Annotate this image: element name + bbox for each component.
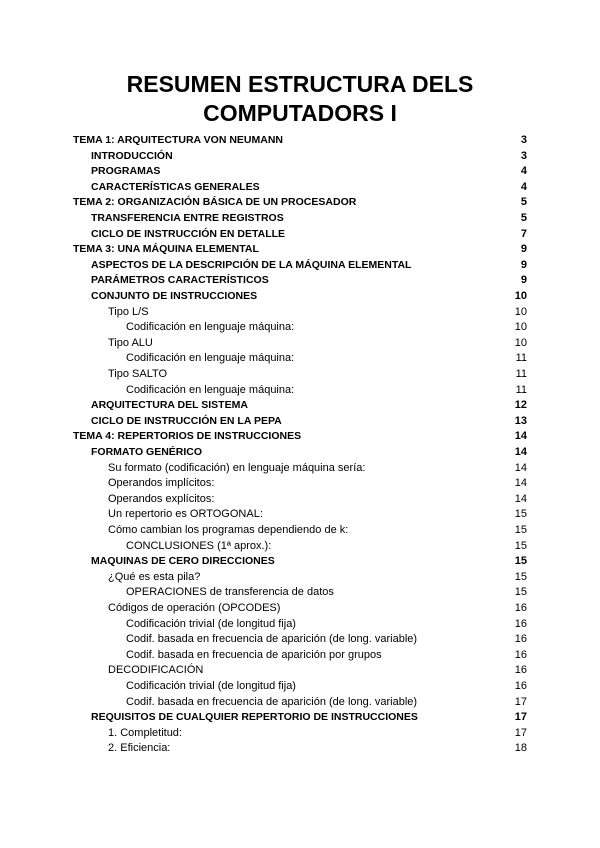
toc-entry-page-number: 9 bbox=[520, 243, 527, 256]
toc-entry-page-number: 14 bbox=[514, 430, 527, 443]
toc-entry-title: MAQUINAS DE CERO DIRECCIONES bbox=[91, 555, 275, 568]
toc-entry-title: Códigos de operación (OPCODES) bbox=[108, 602, 281, 614]
toc-entry[interactable] bbox=[0, 133, 600, 149]
toc-entry-page-number: 16 bbox=[514, 633, 527, 646]
toc-entry-title: FORMATO GENÉRICO bbox=[91, 446, 203, 458]
toc-entry-title: Codif. basada en frecuencia de aparición (de long. variable) bbox=[126, 633, 418, 646]
toc-entry-title: Codificación en lenguaje máquina: bbox=[126, 383, 295, 396]
toc-entry[interactable] bbox=[0, 585, 600, 601]
toc-entry-title: PARÁMETROS CARACTERÍSTICOS bbox=[91, 274, 269, 287]
toc-entry-title: ¿Qué es esta pila? bbox=[108, 570, 201, 583]
toc-entry-title: CICLO DE INSTRUCCIÓN EN LA PEPA bbox=[91, 414, 282, 427]
toc-entry[interactable] bbox=[0, 476, 600, 492]
toc-entry-title: CARACTERÍSTICAS GENERALES bbox=[91, 180, 260, 193]
toc-entry[interactable] bbox=[0, 710, 600, 726]
toc-entry-title: TEMA 3: UNA MÁQUINA ELEMENTAL bbox=[73, 243, 259, 256]
toc-entry-title: TEMA 4: REPERTORIOS DE INSTRUCCIONES bbox=[73, 430, 302, 443]
toc-entry[interactable] bbox=[0, 679, 600, 695]
toc-entry[interactable] bbox=[0, 429, 600, 445]
toc-entry-title: TRANSFERENCIA ENTRE REGISTROS bbox=[91, 212, 284, 224]
toc-entry[interactable] bbox=[0, 570, 600, 586]
toc-entry[interactable] bbox=[0, 539, 600, 555]
toc-entry-title: Tipo ALU bbox=[108, 336, 153, 349]
toc-entry-title: CONCLUSIONES (1ª aprox.): bbox=[126, 539, 272, 552]
toc-entry-page-number: 14 bbox=[514, 492, 527, 505]
toc-entry-page-number: 16 bbox=[514, 664, 527, 677]
toc-entry-page-number: 14 bbox=[514, 461, 527, 474]
toc-entry[interactable] bbox=[0, 211, 600, 227]
toc-entry[interactable] bbox=[0, 632, 600, 648]
toc-entry[interactable] bbox=[0, 367, 600, 383]
toc-entry[interactable] bbox=[0, 492, 600, 508]
toc-entry-title: Un repertorio es ORTOGONAL: bbox=[108, 508, 263, 521]
toc-entry-page-number: 3 bbox=[520, 149, 527, 162]
toc-entry-page-number: 17 bbox=[514, 711, 527, 724]
toc-entry[interactable] bbox=[0, 414, 600, 430]
toc-entry-page-number: 5 bbox=[520, 212, 527, 224]
toc-entry[interactable] bbox=[0, 523, 600, 539]
toc-entry-page-number: 15 bbox=[514, 508, 527, 521]
toc-entry[interactable] bbox=[0, 617, 600, 633]
toc-entry-page-number: 5 bbox=[520, 196, 527, 209]
toc-entry-title: Codificación trivial (de longitud fija) bbox=[126, 617, 296, 630]
toc-entry[interactable] bbox=[0, 227, 600, 243]
toc-entry-page-number: 12 bbox=[514, 399, 527, 412]
toc-entry-page-number: 10 bbox=[514, 336, 527, 349]
toc-entry[interactable] bbox=[0, 398, 600, 414]
toc-entry-page-number: 9 bbox=[520, 258, 527, 271]
toc-entry[interactable] bbox=[0, 461, 600, 477]
toc-entry[interactable] bbox=[0, 554, 600, 570]
toc-entry-title: ARQUITECTURA DEL SISTEMA bbox=[91, 399, 248, 412]
toc-entry[interactable] bbox=[0, 149, 600, 165]
toc-entry-page-number: 11 bbox=[515, 383, 527, 396]
document-title-line-1: RESUMEN ESTRUCTURA DELS bbox=[126, 71, 474, 97]
toc-entry-page-number: 10 bbox=[514, 290, 527, 302]
toc-entry-title: Operandos implícitos: bbox=[108, 477, 215, 490]
document-title-line-2: COMPUTADORS I bbox=[203, 100, 397, 126]
toc-entry-page-number: 11 bbox=[515, 352, 527, 365]
toc-entry-title: REQUISITOS DE CUALQUIER REPERTORIO DE INSTRUCCIONES bbox=[91, 711, 418, 724]
toc-entry-page-number: 13 bbox=[514, 414, 527, 427]
toc-entry-title: Tipo SALTO bbox=[108, 368, 168, 380]
toc-entry[interactable] bbox=[0, 726, 600, 742]
toc-entry-title: Codificación en lenguaje máquina: bbox=[126, 321, 295, 334]
toc-entry[interactable] bbox=[0, 242, 600, 258]
toc-entry-title: TEMA 2: ORGANIZACIÓN BÁSICA DE UN PROCESADOR bbox=[73, 196, 357, 209]
toc-entry-page-number: 14 bbox=[514, 446, 527, 458]
toc-entry[interactable] bbox=[0, 741, 600, 757]
toc-entry-title: Codificación en lenguaje máquina: bbox=[126, 352, 295, 365]
toc-entry[interactable] bbox=[0, 601, 600, 617]
toc-entry-title: CONJUNTO DE INSTRUCCIONES bbox=[91, 290, 258, 302]
toc-entry-page-number: 17 bbox=[514, 695, 527, 708]
toc-entry-page-number: 15 bbox=[514, 586, 527, 599]
toc-entry-page-number: 15 bbox=[514, 524, 527, 536]
toc-entry[interactable] bbox=[0, 258, 600, 274]
toc-entry-title: PROGRAMAS bbox=[91, 165, 161, 178]
toc-entry-title: ASPECTOS DE LA DESCRIPCIÓN DE LA MÁQUINA ELEMENTAL bbox=[91, 258, 412, 271]
toc-entry-page-number: 15 bbox=[514, 555, 527, 568]
toc-entry-title: Codif. basada en frecuencia de aparición por grupos bbox=[126, 648, 382, 661]
toc-entry[interactable] bbox=[0, 507, 600, 523]
toc-entry[interactable] bbox=[0, 445, 600, 461]
toc-entry-page-number: 17 bbox=[514, 726, 527, 739]
toc-entry-page-number: 16 bbox=[514, 648, 527, 661]
toc-entry-title: Codificación trivial (de longitud fija) bbox=[126, 680, 296, 692]
toc-entry-title: TEMA 1: ARQUITECTURA VON NEUMANN bbox=[73, 134, 283, 146]
toc-entry-page-number: 9 bbox=[520, 274, 527, 287]
toc-entry-title: OPERACIONES de transferencia de datos bbox=[126, 586, 334, 599]
toc-entry-title: 1. Completitud: bbox=[108, 726, 182, 739]
toc-entry[interactable] bbox=[0, 164, 600, 180]
toc-entry-title: INTRODUCCIÓN bbox=[91, 149, 173, 162]
toc-entry-page-number: 18 bbox=[514, 742, 527, 755]
toc-entry-page-number: 15 bbox=[514, 539, 527, 552]
toc-entry[interactable] bbox=[0, 305, 600, 321]
toc-entry[interactable] bbox=[0, 180, 600, 196]
toc-entry-title: Su formato (codificación) en lenguaje máquina sería: bbox=[108, 461, 366, 474]
toc-entry-page-number: 14 bbox=[514, 477, 527, 490]
toc-entry-page-number: 4 bbox=[520, 180, 527, 193]
toc-entry-page-number: 4 bbox=[520, 165, 527, 178]
toc-entry-page-number: 16 bbox=[514, 617, 527, 630]
toc-entry[interactable] bbox=[0, 383, 600, 399]
toc-entry-title: Tipo L/S bbox=[108, 305, 149, 318]
toc-entry-title: Operandos explícitos: bbox=[108, 492, 215, 505]
toc-entry[interactable] bbox=[0, 320, 600, 336]
toc-entry-title: 2. Eficiencia: bbox=[108, 742, 171, 755]
toc-entry[interactable] bbox=[0, 195, 600, 211]
toc-entry-page-number: 11 bbox=[515, 368, 527, 380]
toc-entry[interactable] bbox=[0, 648, 600, 664]
toc-entry[interactable] bbox=[0, 351, 600, 367]
toc-entry-page-number: 10 bbox=[514, 305, 527, 318]
toc-entry-title: Cómo cambian los programas dependiendo de k: bbox=[108, 524, 349, 536]
toc-entry-page-number: 16 bbox=[514, 602, 527, 614]
toc-entry-title: Codif. basada en frecuencia de aparición (de long. variable) bbox=[126, 695, 418, 708]
toc-entry[interactable] bbox=[0, 695, 600, 711]
toc-entry-page-number: 10 bbox=[514, 321, 527, 334]
toc-entry-page-number: 7 bbox=[520, 227, 527, 240]
toc-entry-page-number: 16 bbox=[514, 680, 527, 692]
toc-entry-title: CICLO DE INSTRUCCIÓN EN DETALLE bbox=[91, 227, 286, 240]
toc-entry[interactable] bbox=[0, 273, 600, 289]
toc-entry-page-number: 15 bbox=[514, 570, 527, 583]
toc-entry-title: DECODIFICACIÓN bbox=[108, 664, 204, 677]
toc-entry[interactable] bbox=[0, 663, 600, 679]
toc-entry[interactable] bbox=[0, 336, 600, 352]
toc-entry[interactable] bbox=[0, 289, 600, 305]
toc-entry-page-number: 3 bbox=[520, 134, 527, 146]
